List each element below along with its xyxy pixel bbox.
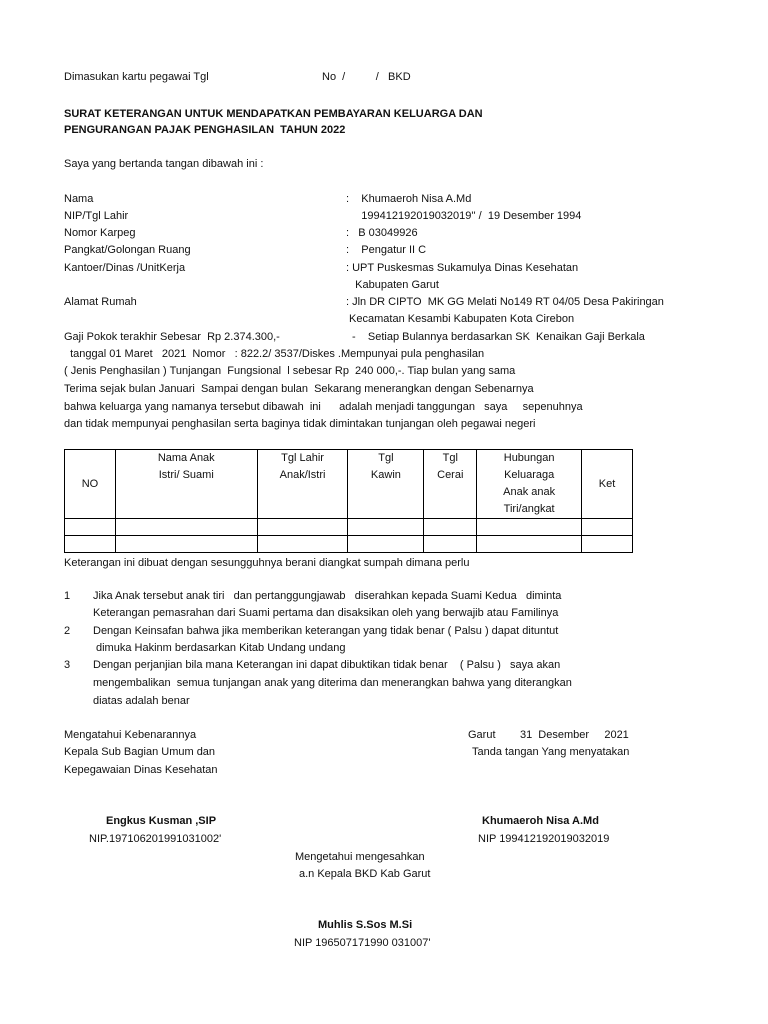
paragraph-line: dan tidak mempunyai penghasilan serta baginya tidak dimintakan tunjangan oleh pegawai negeri: [64, 418, 536, 430]
signer-left-nip: NIP.197106201991031002': [89, 833, 222, 845]
column-header-name: Nama Anak Istri/ Suami: [115, 450, 257, 519]
approval-line1: Mengetahui mengesahkan: [295, 851, 425, 863]
field-label-office: Kantoer/Dinas /UnitKerja: [64, 262, 186, 274]
list-item-line: mengembalikan semua tunjangan anak yang diterima dan menerangkan bahwa yang diterangkan: [93, 677, 572, 689]
paragraph-line: - Setiap Bulannya berdasarkan SK Kenaikan Gaji Berkala: [352, 331, 645, 343]
field-value-name: : Khumaeroh Nisa A.Md: [346, 193, 472, 205]
list-item-number: 2: [64, 625, 71, 637]
paragraph-line: bahwa keluarga yang namanya tersebut dibawah ini adalah menjadi tanggungan saya sepenuhnya: [64, 401, 583, 413]
paragraph-line: Terima sejak bulan Januari Sampai dengan bulan Sekarang menerangkan dengan Sebenarnya: [64, 383, 534, 395]
field-label-rank: Pangkat/Golongan Ruang: [64, 244, 191, 256]
field-value-office-cont: Kabupaten Garut: [346, 279, 439, 291]
list-item-line: Keterangan pemasrahan dari Suami pertama dan disaksikan oleh yang berwajib atau Familinya: [93, 607, 559, 619]
table-row: [65, 519, 633, 536]
document-title-line1: SURAT KETERANGAN UNTUK MENDAPATKAN PEMBAYARAN KELUARGA DAN: [64, 108, 483, 120]
column-header-no: NO: [65, 450, 116, 519]
signer-right-nip: NIP 199412192019032019: [478, 833, 610, 845]
field-label-name: Nama: [64, 193, 94, 205]
list-item-line: Dengan perjanjian bila mana Keterangan ini dapat dibuktikan tidak benar ( Palsu ) saya akan: [93, 659, 561, 671]
column-header-divorce: Tgl Cerai: [424, 450, 477, 519]
field-label-nip: NIP/Tgl Lahir: [64, 210, 129, 222]
reference-number: No / / BKD: [322, 71, 411, 83]
approval-line2: a.n Kepala BKD Kab Garut: [299, 868, 431, 880]
field-value-office: : UPT Puskesmas Sukamulya Dinas Kesehatan: [346, 262, 579, 274]
field-label-karpeg: Nomor Karpeg: [64, 227, 136, 239]
declaration-text: Keterangan ini dibuat dengan sesungguhnya berani diangkat sumpah dimana perlu: [64, 557, 470, 569]
intro-text: Saya yang bertanda tangan dibawah ini :: [64, 158, 264, 170]
list-item-line: diatas adalah benar: [93, 695, 190, 707]
list-item-number: 1: [64, 590, 71, 602]
list-item-number: 3: [64, 659, 71, 671]
signer-right-name: Khumaeroh Nisa A.Md: [482, 815, 599, 827]
field-value-rank: : Pengatur II C: [346, 244, 427, 256]
column-header-marriage: Tgl Kawin: [348, 450, 424, 519]
paragraph-line: tanggal 01 Maret 2021 Nomor : 822.2/ 3537/Diskes .Mempunyai pula penghasilan: [64, 348, 485, 360]
table-row: [65, 536, 633, 553]
table-header-row: [65, 450, 633, 519]
list-item-line: dimuka Hakinm berdasarkan Kitab Undang undang: [96, 642, 346, 654]
field-value-karpeg: : B 03049926: [346, 227, 418, 239]
card-date-label: Dimasukan kartu pegawai Tgl: [64, 71, 209, 83]
column-header-relationship: Hubungan Keluaraga Anak anak Tiri/angkat: [477, 450, 582, 519]
place-date: Garut 31 Desember 2021: [468, 729, 629, 741]
signer-left-name: Engkus Kusman ,SIP: [106, 815, 217, 827]
field-value-address: : Jln DR CIPTO MK GG Melati No149 RT 04/05 Desa Pakiringan: [346, 296, 664, 308]
field-label-address: Alamat Rumah: [64, 296, 137, 308]
document-title-line2: PENGURANGAN PAJAK PENGHASILAN TAHUN 2022: [64, 124, 346, 136]
approver-nip: NIP 196507171990 031007': [294, 937, 431, 949]
field-value-nip: 199412192019032019'' / 19 Desember 1994: [346, 210, 582, 222]
list-item-line: Dengan Keinsafan bahwa jika memberikan keterangan yang tidak benar ( Palsu ) dapat dituntut: [93, 625, 559, 637]
paragraph-line: ( Jenis Penghasilan ) Tunjangan Fungsional l sebesar Rp 240 000,-. Tiap bulan yang sama: [64, 365, 516, 377]
family-table: [64, 449, 633, 553]
sign-right-role: Tanda tangan Yang menyatakan: [472, 746, 630, 758]
column-header-birthdate: Tgl Lahir Anak/Istri: [257, 450, 348, 519]
paragraph-line: Gaji Pokok terakhir Sebesar Rp 2.374.300,-: [64, 331, 280, 343]
sign-left-line3: Kepegawaian Dinas Kesehatan: [64, 764, 218, 776]
field-value-address-cont: Kecamatan Kesambi Kabupaten Kota Cirebon: [346, 313, 575, 325]
sign-left-line1: Mengatahui Kebenarannya: [64, 729, 197, 741]
column-header-notes: Ket: [582, 450, 633, 519]
approver-name: Muhlis S.Sos M.Si: [318, 919, 413, 931]
list-item-line: Jika Anak tersebut anak tiri dan pertanggungjawab diserahkan kepada Suami Kedua diminta: [93, 590, 562, 602]
sign-left-line2: Kepala Sub Bagian Umum dan: [64, 746, 216, 758]
